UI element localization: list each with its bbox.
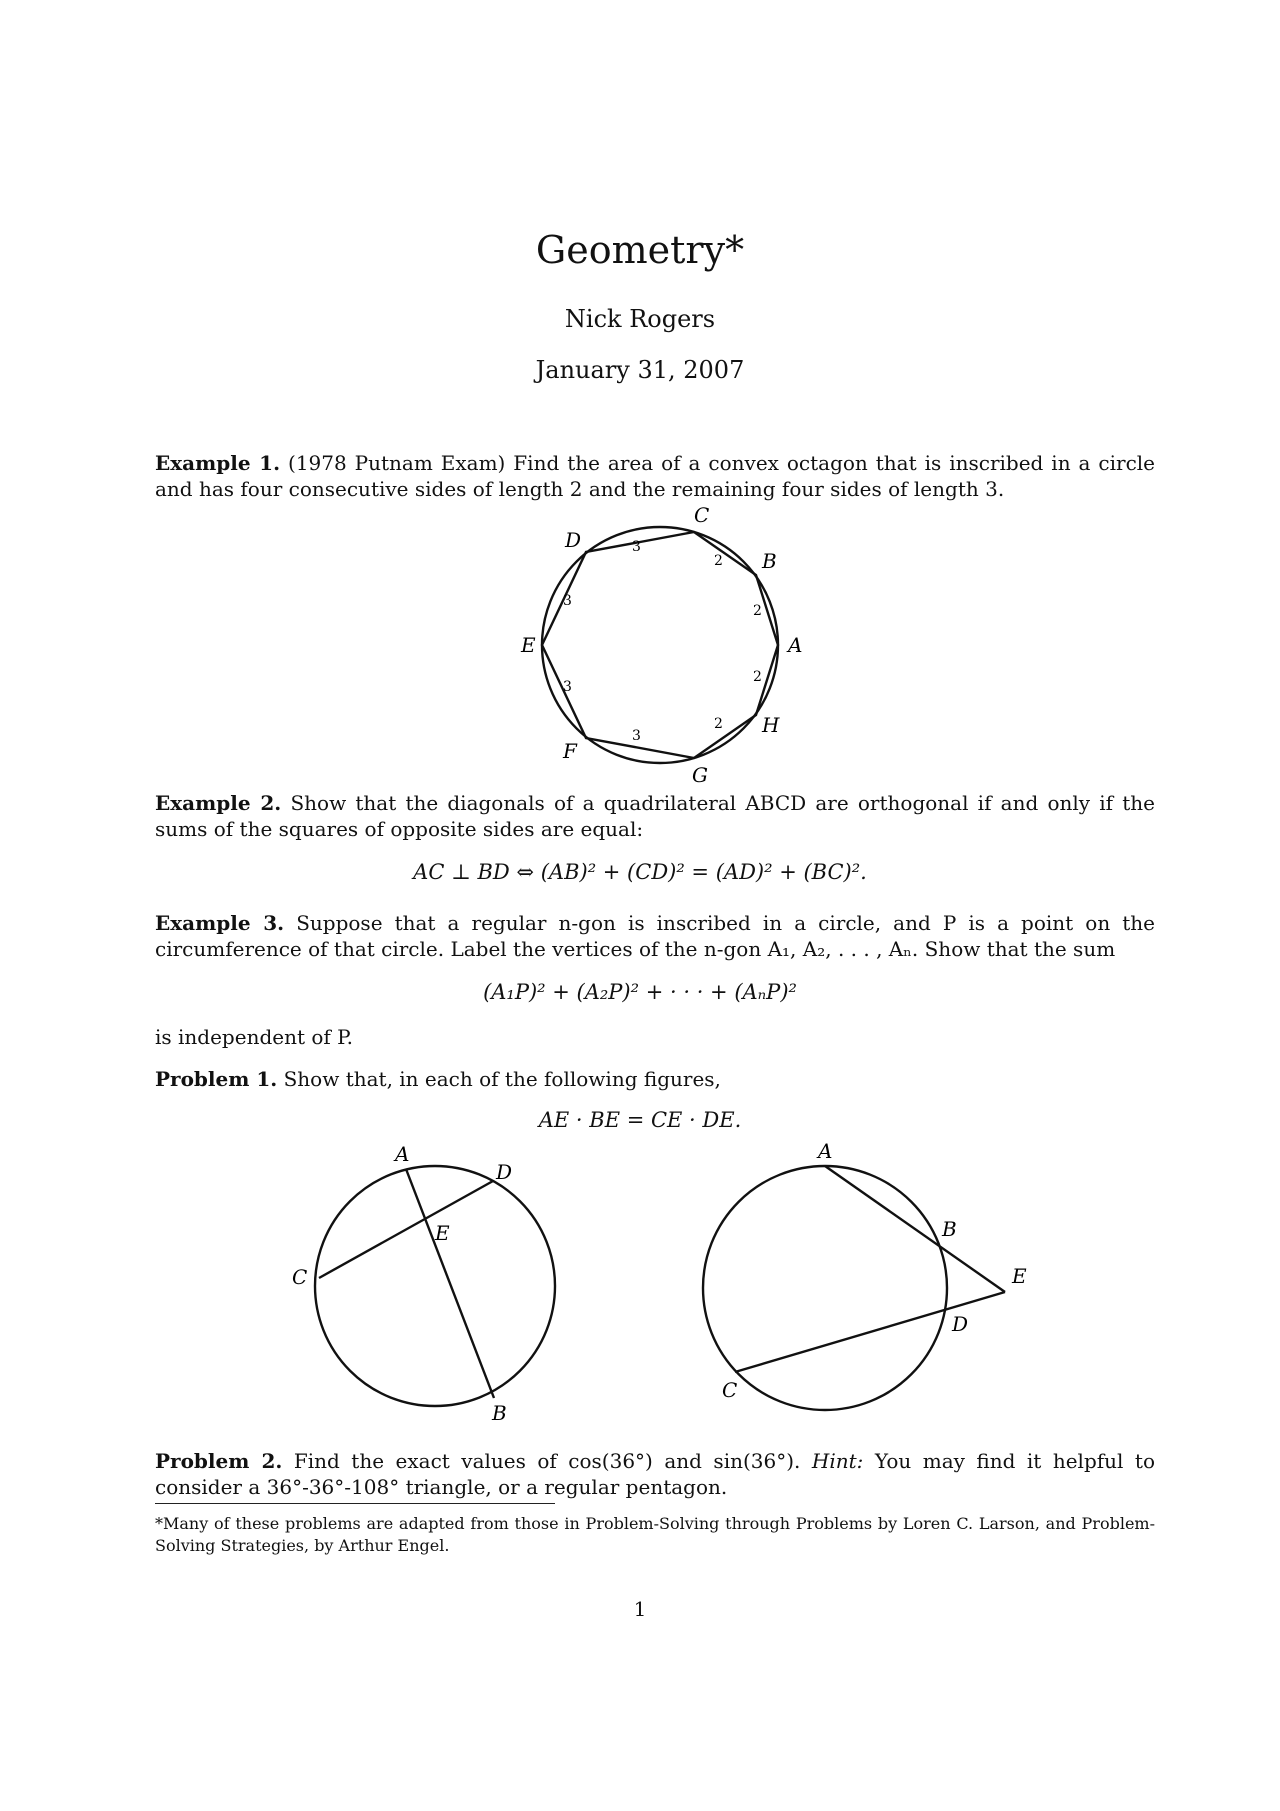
vertex-label-e: E xyxy=(521,633,536,657)
footnote-rule xyxy=(155,1503,555,1504)
secant-ae xyxy=(825,1166,1005,1292)
example-1-label: Example 1. xyxy=(155,451,281,475)
problem-2-label: Problem 2. xyxy=(155,1449,283,1473)
side-label-fg: 3 xyxy=(632,728,641,744)
vertex-label-h: H xyxy=(762,713,780,737)
paper-date: January 31, 2007 xyxy=(535,356,745,384)
side-label-ab: 2 xyxy=(753,603,762,619)
point-label-b-right: B xyxy=(942,1217,957,1241)
point-label-b: B xyxy=(492,1401,507,1425)
problem-2-paragraph xyxy=(155,1448,1155,1500)
vertex-label-b: B xyxy=(762,549,777,573)
example-3-label: Example 3. xyxy=(155,911,285,935)
octagon-polygon xyxy=(542,532,778,758)
paper-author: Nick Rogers xyxy=(564,305,716,333)
secants-circle xyxy=(703,1166,947,1410)
problem-1-equation: AE · BE = CE · DE. xyxy=(538,1108,742,1132)
point-label-a-right: A xyxy=(818,1140,833,1163)
problem-2-hint-label: Hint: xyxy=(811,1449,864,1473)
vertex-label-c: C xyxy=(694,503,710,527)
vertex-label-f: F xyxy=(563,739,577,763)
footnote: *Many of these problems are adapted from those in Problem-Solving through Problems by Loren C. Larson, and Problem-Solving Strategies, by Arthur Engel. xyxy=(155,1514,1155,1555)
problem-1-label: Problem 1. xyxy=(155,1067,278,1091)
example-2-text: Show that the diagonals of a quadrilateral ABCD are orthogonal if and only if the sums of the squares of opposite sides are equal: xyxy=(155,791,1155,841)
octagon-figure xyxy=(510,500,830,790)
chord-cd xyxy=(319,1181,493,1278)
problem-2-hint-text: You may find it helpful to consider a 36°-36°-108° triangle, or a regular pentagon. xyxy=(155,1449,1155,1499)
secants-figure xyxy=(690,1140,1030,1430)
example-3-text: Suppose that a regular n-gon is inscribed in a circle, and P is a point on the circumference of that circle. Label the vertices of the n-gon A₁, A₂, . . . , Aₙ. Show that the sum xyxy=(155,911,1156,961)
problem-2-text: Find the exact values of cos(36°) and sin(36°). xyxy=(293,1449,801,1473)
side-label-gh: 2 xyxy=(714,716,723,732)
vertex-label-d: D xyxy=(565,528,582,552)
point-label-e: E xyxy=(435,1221,450,1245)
example-2-equation: AC ⊥ BD ⇔ (AB)² + (CD)² = (AD)² + (BC)². xyxy=(413,860,867,884)
side-label-bc: 2 xyxy=(714,553,723,569)
point-label-c: C xyxy=(292,1265,308,1289)
example-3-after-text: is independent of P. xyxy=(155,1025,353,1049)
example-2-label: Example 2. xyxy=(155,791,282,815)
point-label-e-right: E xyxy=(1012,1264,1027,1288)
point-label-c-right: C xyxy=(722,1378,738,1402)
example-1-text: (1978 Putnam Exam) Find the area of a convex octagon that is inscribed in a circle and has four consecutive sides of length 2 and the remaining four sides of length 3. xyxy=(155,451,1156,501)
side-label-cd: 3 xyxy=(632,539,641,555)
vertex-label-a: A xyxy=(788,633,803,657)
paper-title: Geometry* xyxy=(535,228,745,272)
example-3-paragraph xyxy=(155,910,1155,962)
point-label-d-right: D xyxy=(952,1312,969,1336)
vertex-label-g: G xyxy=(692,763,708,787)
chords-figure xyxy=(280,1140,570,1430)
octagon-circumcircle xyxy=(542,527,778,763)
side-label-ha: 2 xyxy=(753,669,762,685)
point-label-d: D xyxy=(496,1160,513,1184)
example-2-paragraph xyxy=(155,790,1155,842)
example-3-equation: (A₁P)² + (A₂P)² + · · · + (AₙP)² xyxy=(483,980,797,1004)
example-1-paragraph xyxy=(155,450,1155,502)
chord-ab xyxy=(406,1169,494,1398)
point-label-a: A xyxy=(395,1142,410,1166)
problem-1-paragraph xyxy=(155,1066,1155,1092)
side-label-de: 3 xyxy=(563,593,572,609)
problem-1-text: Show that, in each of the following figures, xyxy=(283,1067,721,1091)
page-number: 1 xyxy=(633,1597,647,1621)
chords-circle xyxy=(315,1166,555,1406)
side-label-ef: 3 xyxy=(563,679,572,695)
